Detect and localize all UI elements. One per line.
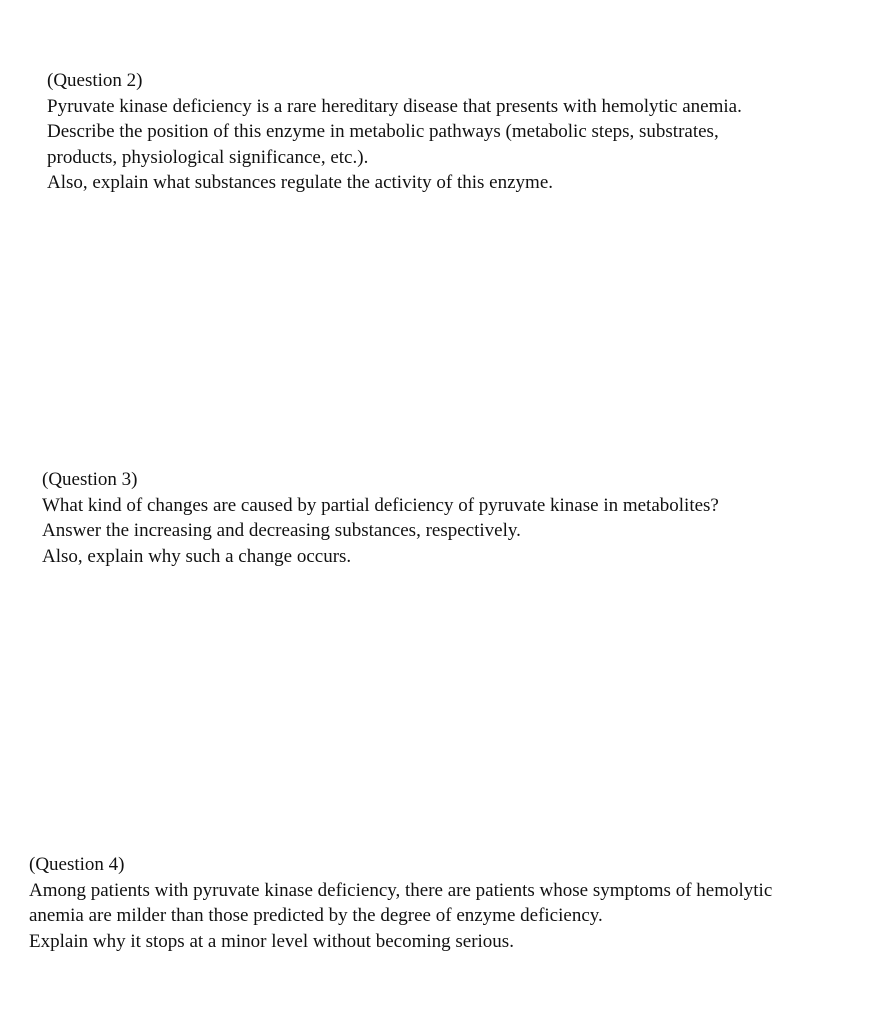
question-4-block (29, 852, 772, 954)
question-2-heading: (Question 2) (47, 70, 143, 91)
question-2-line-4: Also, explain what substances regulate the activity of this enzyme. (47, 172, 553, 193)
question-2-line-1: Pyruvate kinase deficiency is a rare hereditary disease that presents with hemolytic anemia. (47, 95, 742, 117)
question-2-block (47, 68, 742, 196)
question-4-line-1: Among patients with pyruvate kinase deficiency, there are patients whose symptoms of hemolytic (29, 879, 773, 901)
question-4-line-2: anemia are milder than those predicted by the degree of enzyme deficiency. (29, 905, 603, 926)
question-3-line-1: What kind of changes are caused by partial deficiency of pyruvate kinase in metabolites? (42, 494, 719, 516)
question-3-line-3: Also, explain why such a change occurs. (42, 545, 352, 567)
question-3-heading: (Question 3) (42, 469, 138, 490)
question-3-line-2: Answer the increasing and decreasing substances, respectively. (42, 520, 521, 541)
question-4-heading: (Question 4) (29, 854, 125, 875)
question-3-block (42, 467, 719, 569)
question-2-line-2: Describe the position of this enzyme in metabolic pathways (metabolic steps, substrates, (47, 121, 719, 142)
question-2-line-3: products, physiological significance, etc.). (47, 146, 369, 168)
question-4-line-3: Explain why it stops at a minor level without becoming serious. (29, 930, 514, 952)
